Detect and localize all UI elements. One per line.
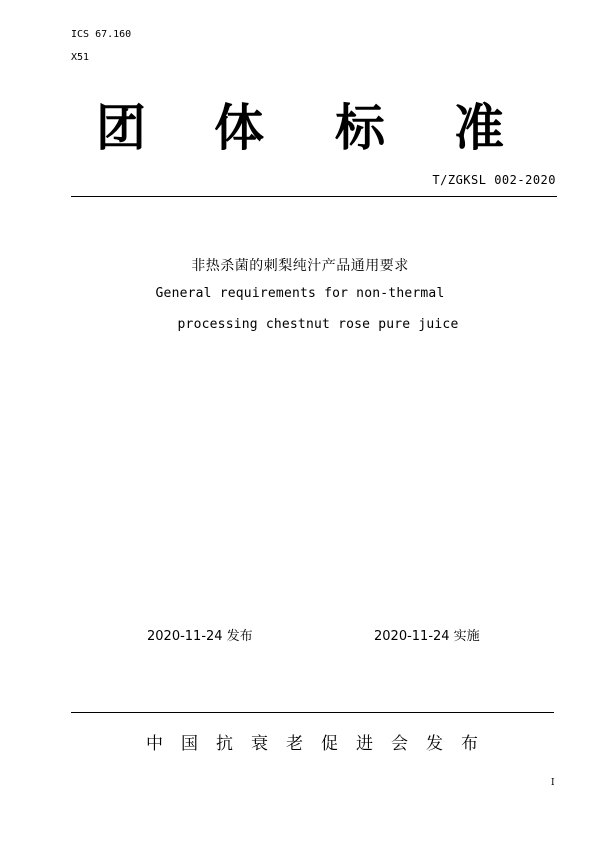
page-number: I (551, 778, 555, 788)
header-divider (71, 196, 557, 197)
publish-date: 2020-11-24 发布 (147, 629, 253, 644)
standard-code: T/ZGKSL 002-2020 (432, 173, 556, 187)
document-title-english-line2: processing chestnut rose pure juice (177, 317, 459, 332)
publisher-char: 抗 (216, 734, 233, 754)
ics-code: ICS 67.160 (71, 29, 132, 40)
publisher-char: 发 (426, 734, 443, 754)
classification-code: X51 (71, 52, 90, 63)
main-title-char: 准 (454, 99, 504, 157)
footer-divider (71, 712, 554, 713)
publisher-char: 促 (321, 734, 338, 754)
document-title-chinese: 非热杀菌的刺梨纯汁产品通用要求 (191, 258, 409, 274)
publisher-char: 中 (146, 734, 163, 754)
publisher-char: 布 (461, 734, 478, 754)
publisher-char: 国 (181, 734, 198, 754)
main-title-char: 标 (335, 99, 385, 157)
main-title-char: 团 (96, 99, 146, 157)
main-title-char: 体 (214, 99, 264, 157)
publisher-char: 衰 (251, 734, 268, 754)
publisher-char: 会 (391, 734, 408, 754)
publisher-char: 老 (286, 734, 303, 754)
implement-date: 2020-11-24 实施 (374, 629, 480, 644)
publisher-char: 进 (356, 734, 373, 754)
document-title-english-line1: General requirements for non-thermal (155, 286, 445, 301)
main-title (0, 96, 600, 166)
publisher (146, 733, 496, 757)
